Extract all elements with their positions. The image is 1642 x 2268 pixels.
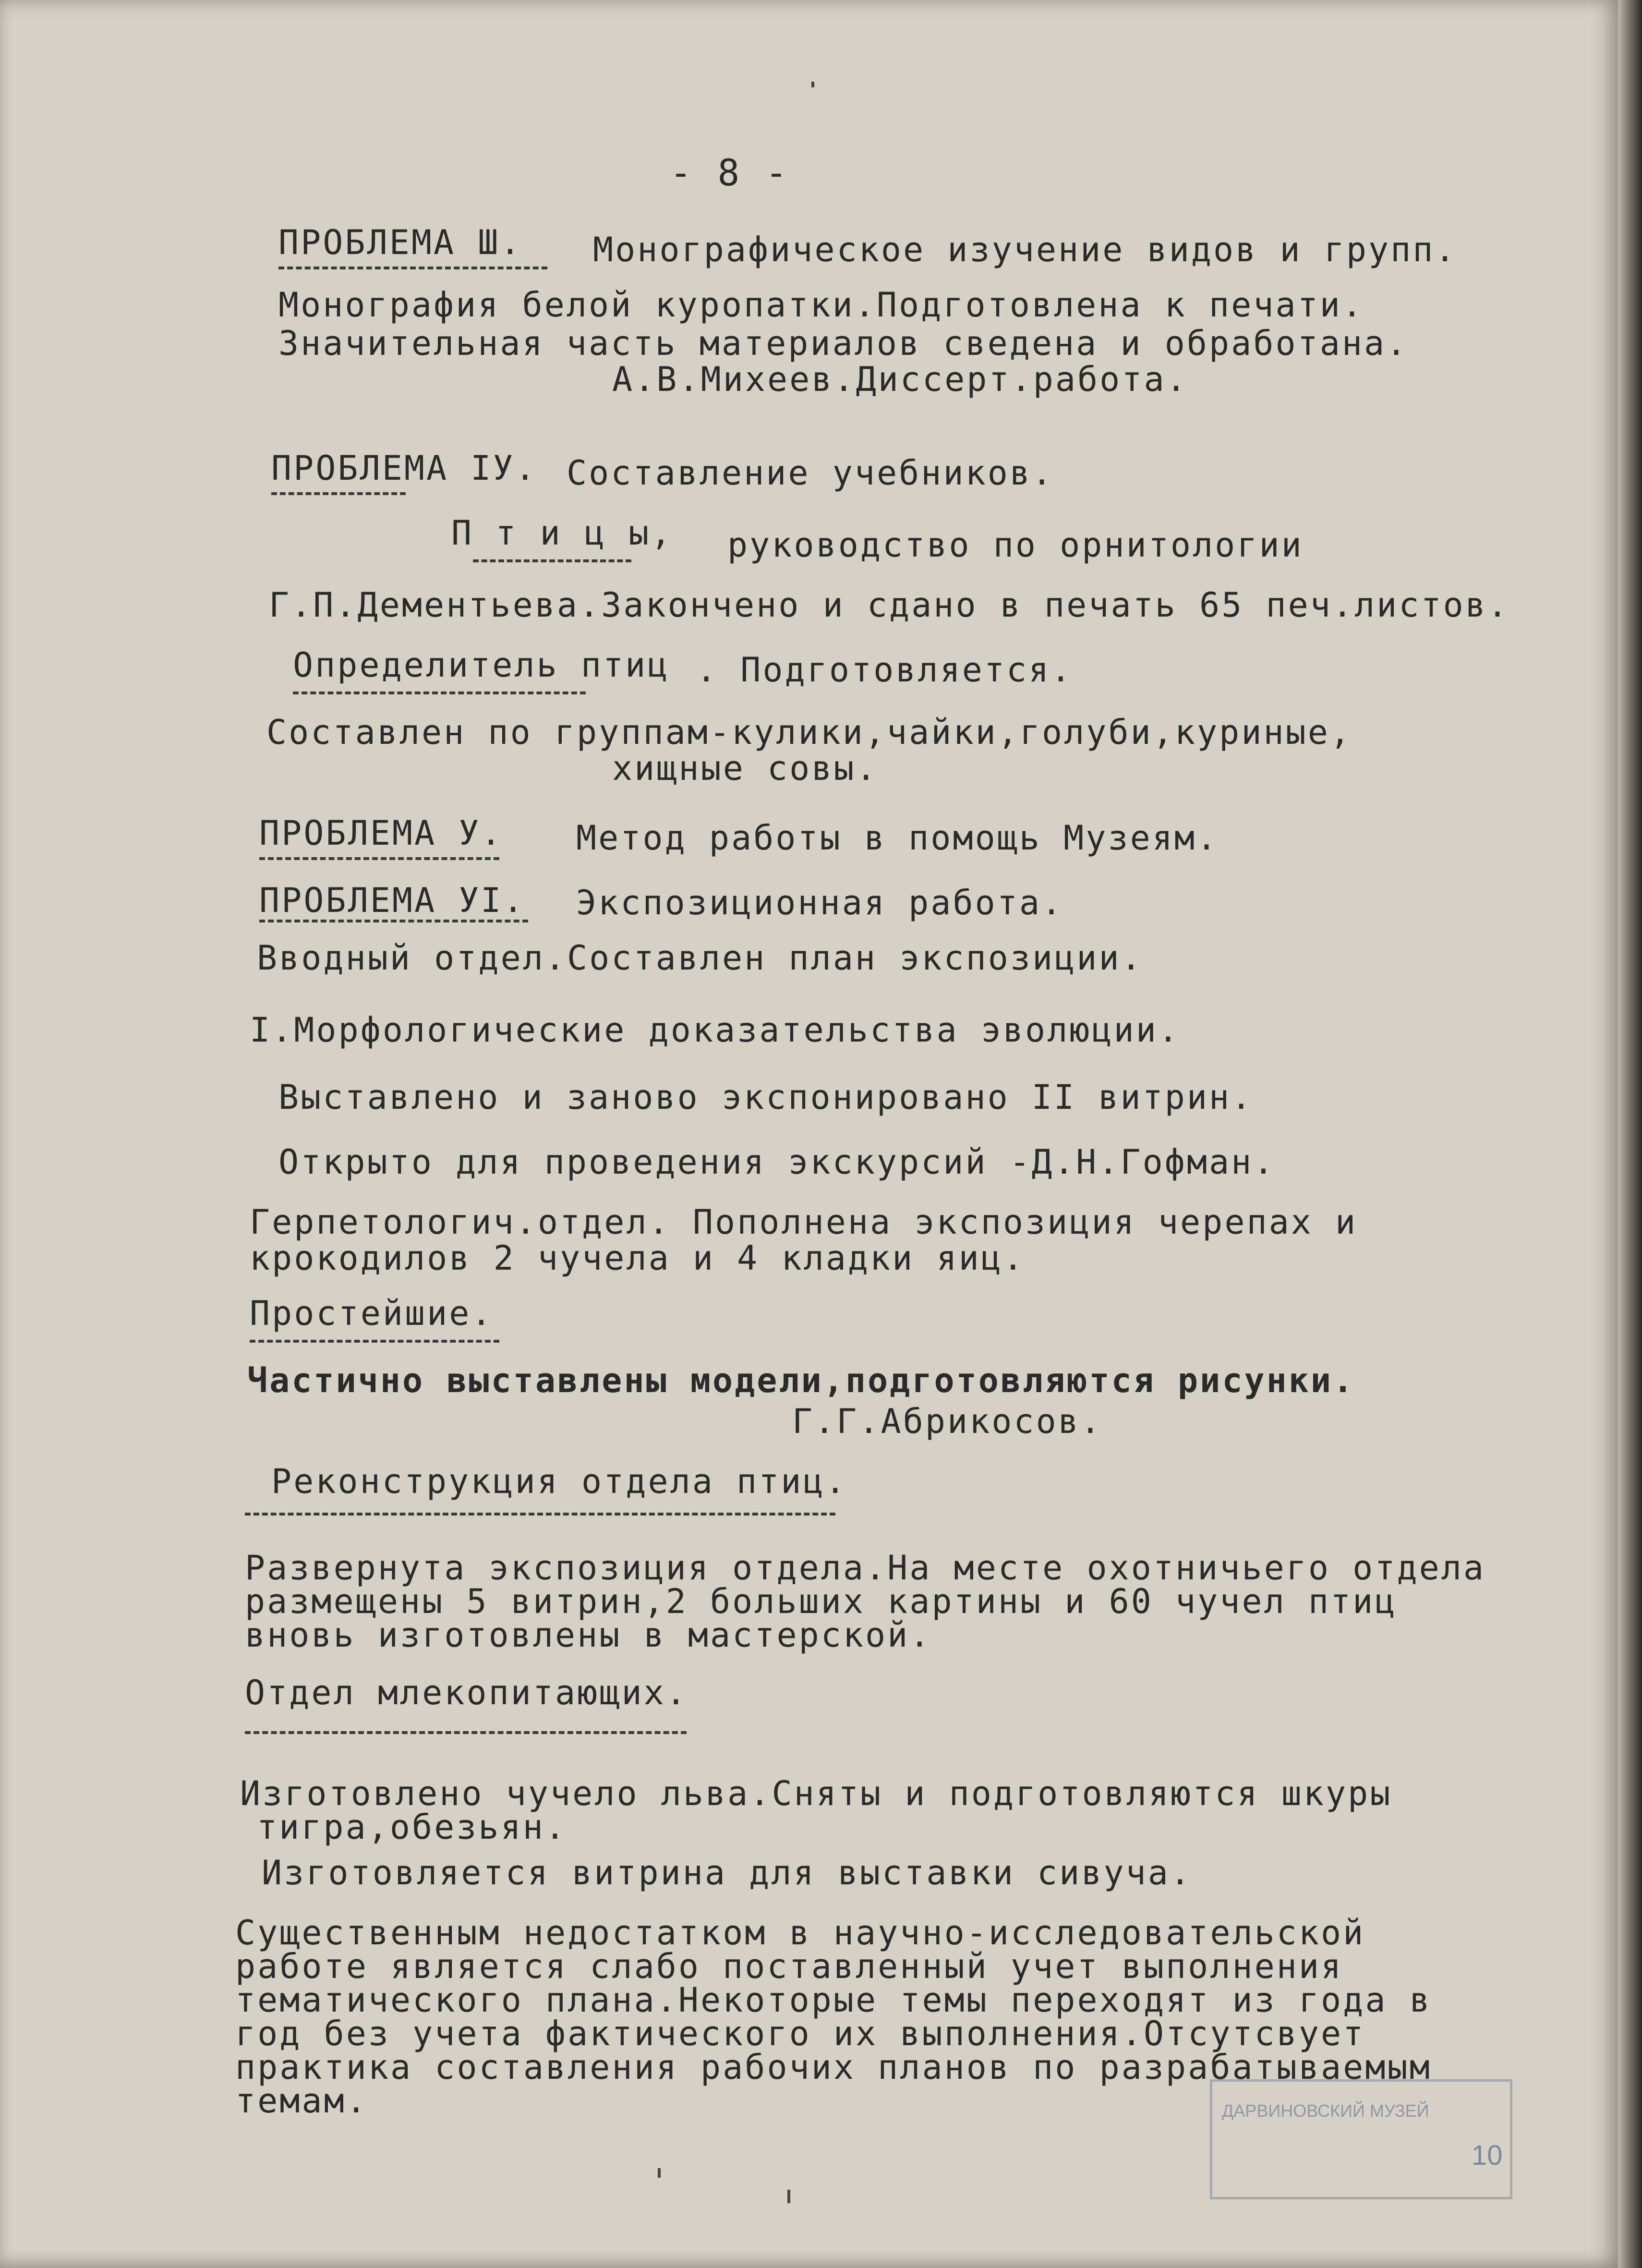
mammals-heading: Отдел млекопитающих.: [245, 1673, 688, 1712]
text-line: Частично выставлены модели,подготовляются рисунки.: [247, 1361, 1355, 1400]
text-line: Изготовлено чучело льва.Сняты и подготовляются шкуры: [240, 1774, 1392, 1813]
text-line: Составлен по группам-кулики,чайки,голуби,куриные,: [266, 713, 1352, 752]
problem-6-underline: [259, 920, 528, 922]
paper-mark: [811, 82, 814, 87]
problem-3-heading: ПРОБЛЕМА Ш.: [278, 223, 522, 262]
reconstruction-underline: [245, 1513, 835, 1516]
paper-mark: [658, 2168, 661, 2178]
birds-heading: П т и ц ы,: [451, 513, 673, 553]
text-line: А.В.Михеев.Диссерт.работа.: [612, 360, 1188, 399]
page-edge-shadow: [1618, 0, 1642, 2268]
text-line: Г.Г.Абрикосов.: [792, 1402, 1103, 1441]
text-line: Герпетологич.отдел. Пополнена экспозиция черепах и: [250, 1202, 1358, 1242]
text-line: Существенным недостатком в научно-исследовательской: [235, 1913, 1365, 1953]
problem-5-underline: [259, 857, 499, 860]
page-number: - 8 -: [670, 151, 789, 194]
text-line: практика составления рабочих планов по разрабатываемым: [235, 2048, 1432, 2087]
text-line: темам.: [235, 2081, 368, 2121]
text-line: работе является слабо поставленный учет выполнения: [235, 1947, 1343, 1986]
text-line: I.Морфологические доказательства эволюции.: [250, 1010, 1181, 1050]
reconstruction-heading: Реконструкция отдела птиц.: [271, 1462, 847, 1501]
text-line: Развернута экспозиция отдела.На месте охотничьего отдела: [245, 1548, 1486, 1588]
text-line: Изготовляется витрина для выставки сивуча.: [262, 1853, 1193, 1892]
guide-underline: [293, 691, 586, 694]
text-line: тигра,обезьян.: [257, 1807, 567, 1847]
text-line: год без учета фактического их выполнения.Отсутсвует: [235, 2014, 1365, 2053]
problem-3-title: Монографическое изучение видов и групп.: [593, 230, 1457, 269]
text-line: Вводный отдел.Составлен план экспозиции.: [257, 938, 1143, 978]
problem-3-underline: [278, 267, 547, 269]
archive-stamp: [1210, 2079, 1512, 2199]
stamp-number: 10: [1472, 2140, 1503, 2171]
protozoa-heading: Простейшие.: [250, 1294, 494, 1333]
problem-5-heading: ПРОБЛЕМА У.: [259, 813, 503, 853]
problem-4-title: Составление учебников.: [567, 453, 1054, 493]
stamp-text: ДАРВИНОВСКИЙ МУЗЕЙ: [1222, 2101, 1429, 2121]
guide-title: . Подготовляется.: [696, 650, 1073, 690]
text-line: вновь изготовлены в мастерской.: [245, 1615, 932, 1655]
paper-mark: [787, 2190, 790, 2203]
text-line: крокодилов 2 чучела и 4 кладки яиц.: [250, 1238, 1026, 1278]
birds-title: руководство по орнитологии: [727, 525, 1304, 565]
problem-5-title: Метод работы в помощь Музеям.: [576, 818, 1219, 858]
text-line: размещены 5 витрин,2 больших картины и 60 чучел птиц: [245, 1582, 1397, 1621]
problem-4-heading: ПРОБЛЕМА IУ.: [271, 449, 537, 488]
protozoa-underline: [250, 1340, 499, 1343]
text-line: хищные совы.: [612, 749, 878, 788]
text-line: тематического плана.Некоторые темы переходят из года в: [235, 1980, 1432, 2020]
text-line: Выставлено и заново экспонировано II витрин.: [278, 1078, 1254, 1117]
birds-underline: [473, 559, 631, 562]
text-line: Значительная часть материалов сведена и обработана.: [278, 324, 1409, 363]
text-line: Монография белой куропатки.Подготовлена к печати.: [278, 285, 1364, 325]
guide-heading: Определитель птиц: [293, 645, 670, 685]
mammals-underline: [245, 1731, 687, 1734]
problem-6-title: Экспозиционная работа.: [576, 883, 1064, 922]
text-line: Открыто для проведения экскурсий -Д.Н.Гофман.: [278, 1142, 1276, 1182]
problem-6-heading: ПРОБЛЕМА УI.: [259, 881, 525, 920]
text-line: Г.П.Дементьева.Закончено и сдано в печать 65 печ.листов.: [269, 585, 1510, 625]
problem-4-underline: [271, 492, 406, 495]
